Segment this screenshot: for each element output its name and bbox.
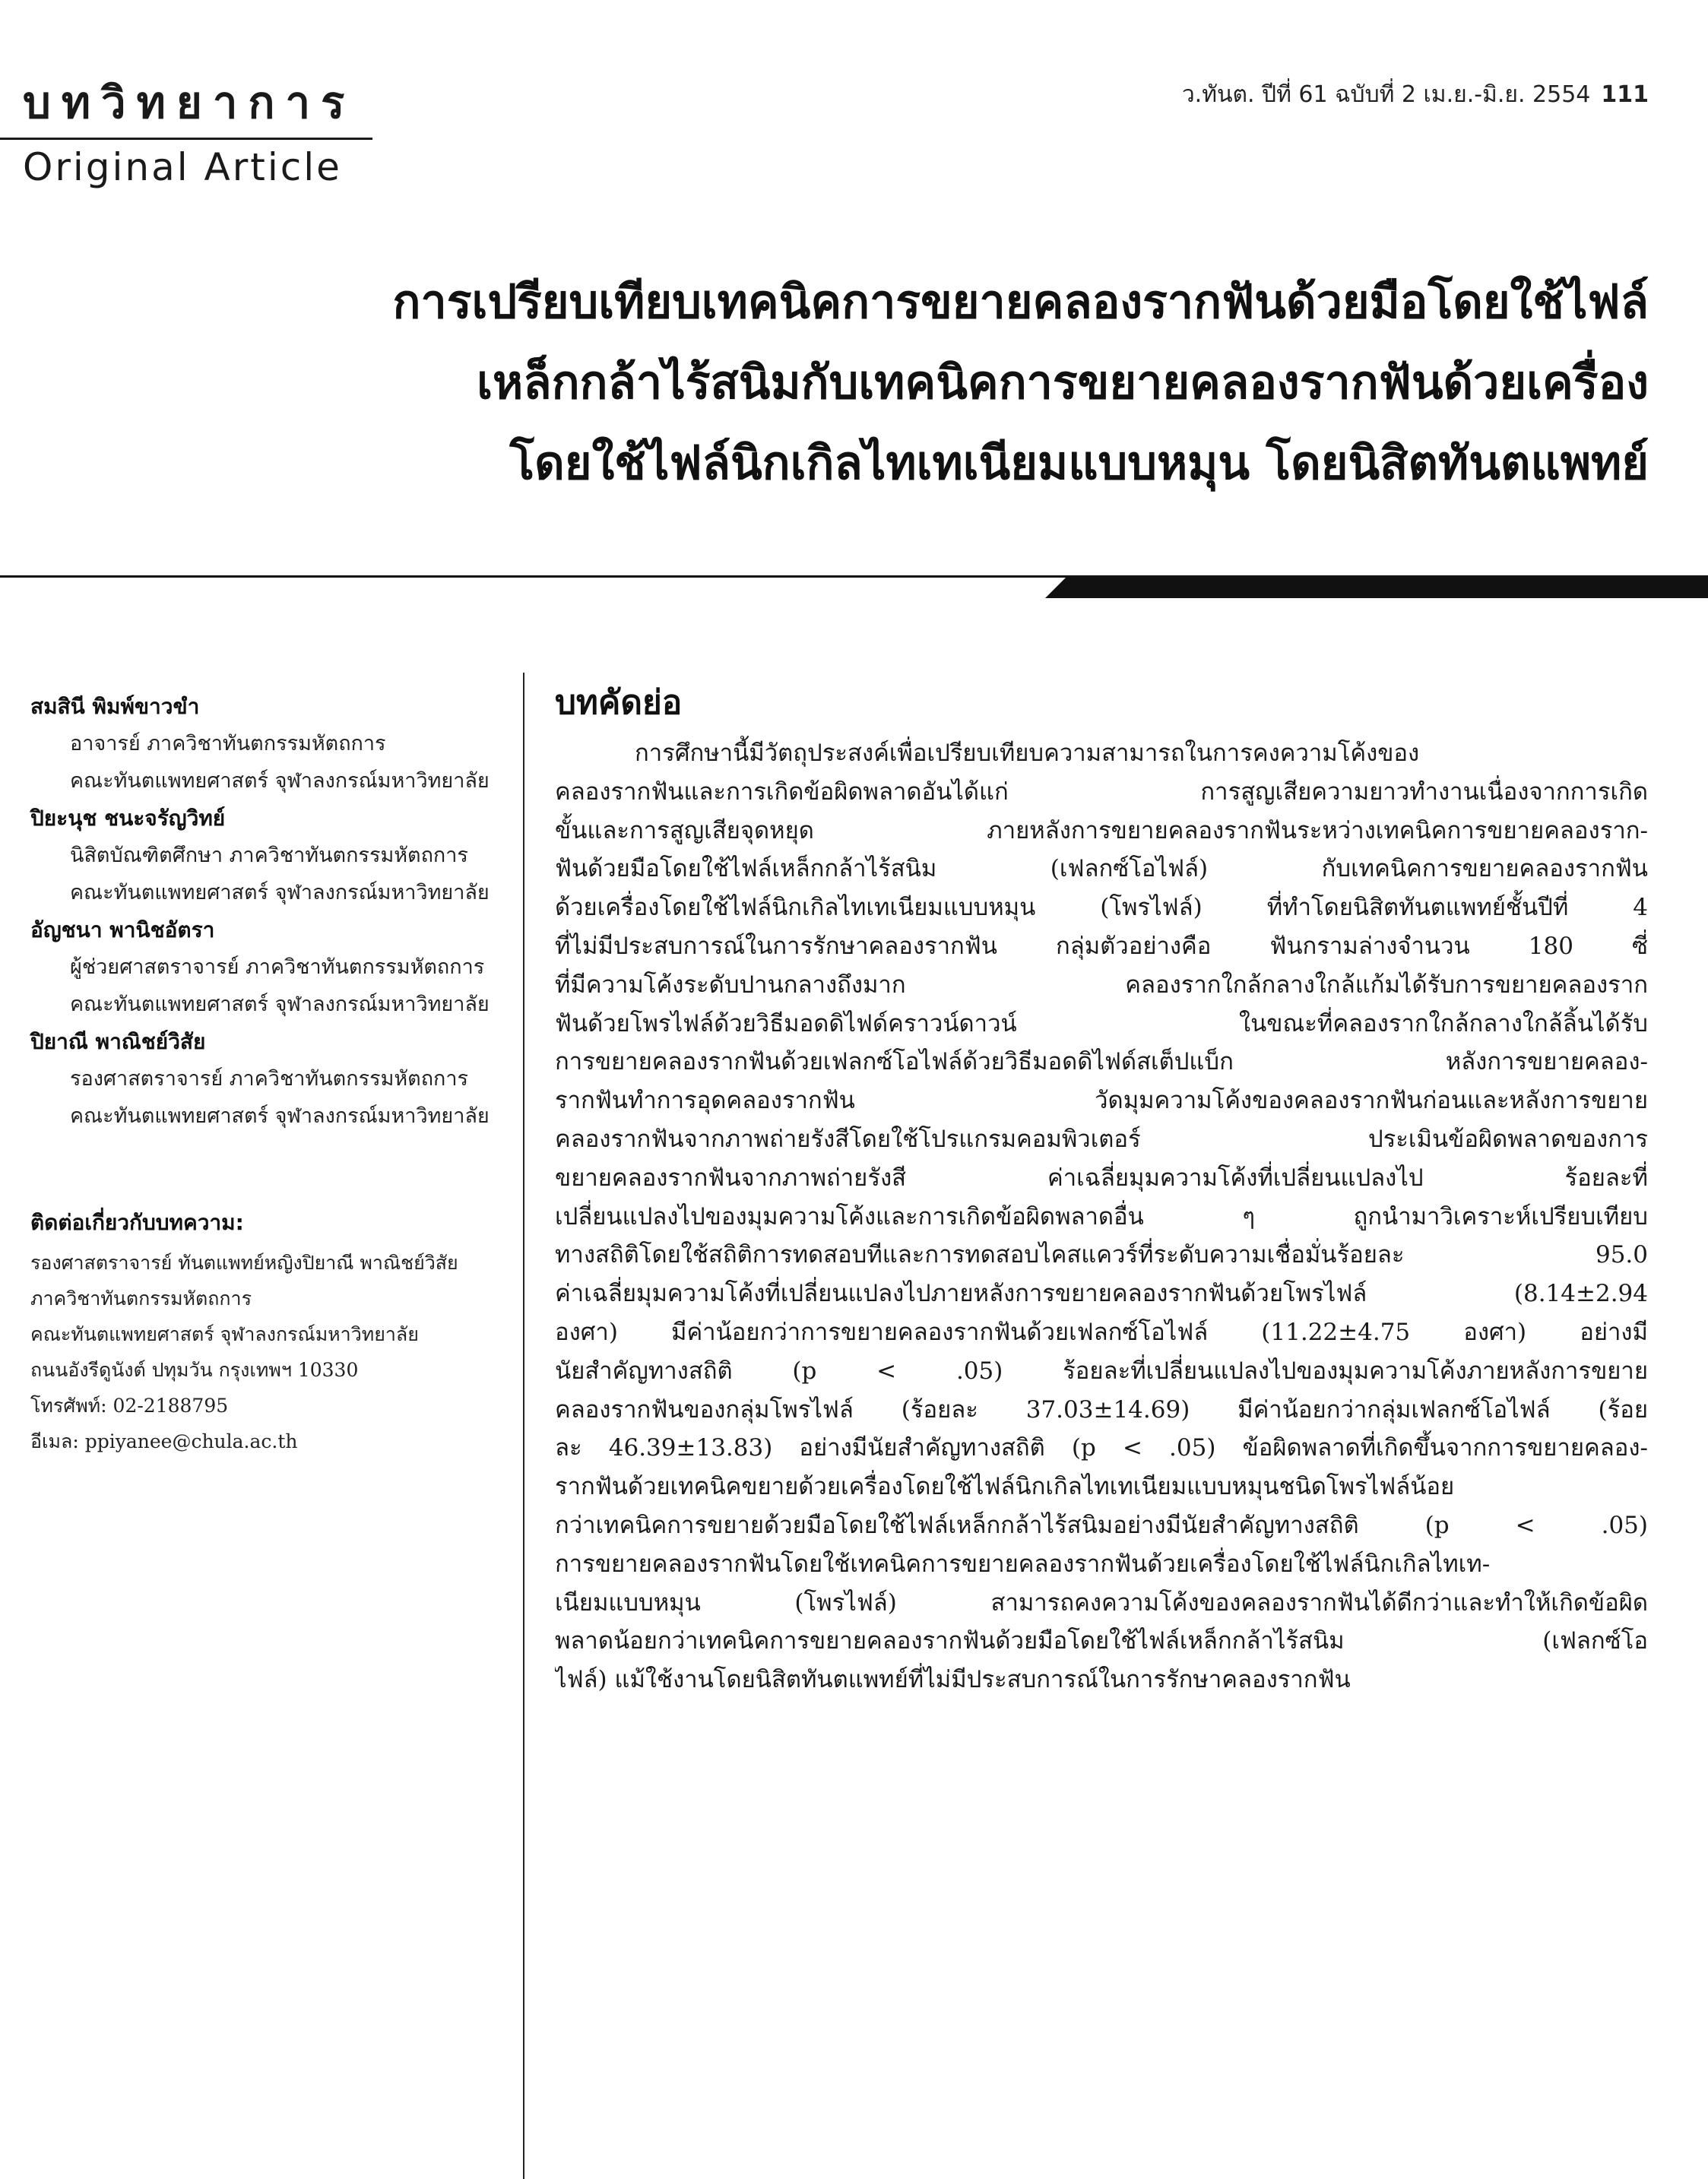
correspondence-line: รองศาสตราจารย์ ทันตแพทย์หญิงปิยาณี พาณิชย์วิสัย (30, 1252, 458, 1274)
abstract-line: ที่มีความโค้งระดับปานกลางถึงมาก คลองรากใกล้กลางใกล้แก้มได้รับการขยายคลองราก (555, 971, 1648, 999)
abstract-line: ฟันด้วยโพรไฟล์ด้วยวิธีมอดดิไฟด์คราวน์ดาวน์ ในขณะที่คลองรากใกล้กลางใกล้ลิ้นได้รับ (555, 1009, 1648, 1037)
author-entry (30, 800, 517, 911)
author-affiliation: ผู้ช่วยศาสตราจารย์ ภาควิชาทันตกรรมหัตถการ (70, 955, 485, 979)
correspondence-phone: โทรศัพท์: 02-2188795 (30, 1395, 229, 1417)
section-label-underline (0, 138, 372, 140)
author-affiliation: คณะทันตแพทยศาสตร์ จุฬาลงกรณ์มหาวิทยาลัย (70, 881, 490, 904)
abstract-line: การศึกษานี้มีวัตถุประสงค์เพื่อเปรียบเทียบความสามารถในการคงความโค้งของ (635, 740, 1420, 767)
abstract-line: การขยายคลองรากฟันด้วยเฟลกซ์โอไฟล์ด้วยวิธีมอดดิไฟด์สเต็ปแบ็ก หลังการขยายคลอง- (555, 1048, 1648, 1076)
title-line: เหล็กกล้าไร้สนิมกับเทคนิคการขยายคลองรากฟันด้วยเครื่อง (477, 356, 1649, 410)
author-entry (30, 911, 517, 1023)
abstract-line: เนียมแบบหมุน (โพรไฟล์) สามารถคงความโค้งของคลองรากฟันได้ดีกว่าและทำให้เกิดข้อผิด (555, 1588, 1648, 1617)
title-line: โดยใช้ไฟล์นิกเกิลไทเทเนียมแบบหมุน โดยนิสิตทันตแพทย์ (509, 436, 1649, 490)
correspondence-line: คณะทันตแพทยศาสตร์ จุฬาลงกรณ์มหาวิทยาลัย (30, 1323, 419, 1345)
abstract-line: ขยายคลองรากฟันจากภาพถ่ายรังสี ค่าเฉลี่ยมุมความโค้งที่เปลี่ยนแปลงไป ร้อยละที่ (555, 1164, 1648, 1192)
abstract-line: คลองรากฟันของกลุ่มโพรไฟล์ (ร้อยละ 37.03±14.69) มีค่าน้อยกว่ากลุ่มเฟลกซ์โอไฟล์ (ร้อย (555, 1395, 1648, 1424)
author-name: ปิยะนุช ชนะจรัญวิทย์ (30, 806, 226, 831)
title-divider-wedge (1045, 575, 1708, 598)
author-affiliation: คณะทันตแพทยศาสตร์ จุฬาลงกรณ์มหาวิทยาลัย (70, 769, 490, 793)
author-entry (30, 688, 517, 800)
author-affiliation: คณะทันตแพทยศาสตร์ จุฬาลงกรณ์มหาวิทยาลัย (70, 1104, 490, 1128)
abstract-line: ด้วยเครื่องโดยใช้ไฟล์นิกเกิลไทเทเนียมแบบหมุน (โพรไฟล์) ที่ทำโดยนิสิตทันตแพทย์ชั้นปีที่ 4 (555, 894, 1648, 922)
author-affiliation: รองศาสตราจารย์ ภาควิชาทันตกรรมหัตถการ (70, 1067, 469, 1091)
page-number: 111 (1601, 81, 1649, 108)
section-label-thai: บทวิทยาการ (23, 77, 356, 128)
abstract-line: รากฟันทำการอุดคลองรากฟัน วัดมุมความโค้งของคลองรากฟันก่อนและหลังการขยาย (555, 1087, 1648, 1115)
author-name: สมสินี พิมพ์ขาวขำ (30, 694, 200, 719)
abstract-line: การขยายคลองรากฟันโดยใช้เทคนิคการขยายคลองรากฟันด้วยเครื่องโดยใช้ไฟล์นิกเกิลไทเท- (555, 1550, 1491, 1578)
abstract-body (555, 734, 1648, 1699)
correspondence-block (30, 1205, 517, 1459)
author-name: ปิยาณี พาณิชย์วิสัย (30, 1029, 206, 1054)
abstract-heading: บทคัดย่อ (555, 683, 683, 722)
abstract-line: ขั้นและการสูญเสียจุดหยุด ภายหลังการขยายคลองรากฟันระหว่างเทคนิคการขยายคลองราก- (555, 816, 1648, 844)
journal-citation: ว.ทันต. ปีที่ 61 ฉบับที่ 2 เม.ย.-มิ.ย. 2554 (1181, 81, 1591, 108)
author-affiliation: คณะทันตแพทยศาสตร์ จุฬาลงกรณ์มหาวิทยาลัย (70, 993, 490, 1016)
abstract-line: ละ 46.39±13.83) อย่างมีนัยสำคัญทางสถิติ (p < .05) ข้อผิดพลาดที่เกิดขึ้นจากการขยายคลอง- (555, 1434, 1648, 1462)
column-divider (523, 673, 524, 2179)
abstract-line: องศา) มีค่าน้อยกว่าการขยายคลองรากฟันด้วยเฟลกซ์โอไฟล์ (11.22±4.75 องศา) อย่างมี (555, 1318, 1648, 1346)
section-label-english: Original Article (23, 145, 342, 189)
abstract-line: คลองรากฟันและการเกิดข้อผิดพลาดอันได้แก่ การสูญเสียความยาวทำงานเนื่องจากการเกิด (555, 778, 1648, 806)
abstract-line: ทางสถิติโดยใช้สถิติการทดสอบทีและการทดสอบไคสแควร์ที่ระดับความเชื่อมั่นร้อยละ 95.0 (555, 1241, 1648, 1269)
author-affiliation: นิสิตบัณฑิตศึกษา ภาควิชาทันตกรรมหัตถการ (70, 844, 468, 867)
abstract-line: กว่าเทคนิคการขยายด้วยมือโดยใช้ไฟล์เหล็กกล้าไร้สนิมอย่างมีนัยสำคัญทางสถิติ (p < .05) (555, 1511, 1648, 1539)
correspondence-heading: ติดต่อเกี่ยวกับบทความ: (30, 1210, 244, 1235)
author-name: อัญชนา พานิชอัตรา (30, 917, 215, 942)
abstract-line: ค่าเฉลี่ยมุมความโค้งที่เปลี่ยนแปลงไปภายหลังการขยายคลองรากฟันด้วยโพรไฟล์ (8.14±2.94 (555, 1280, 1648, 1308)
abstract-line: ที่ไม่มีประสบการณ์ในการรักษาคลองรากฟัน กลุ่มตัวอย่างคือ ฟันกรามล่างจำนวน 180 ซี่ (555, 932, 1648, 960)
abstract-line: นัยสำคัญทางสถิติ (p < .05) ร้อยละที่เปลี่ยนแปลงไปของมุมความโค้งภายหลังการขยาย (555, 1357, 1648, 1385)
abstract-line: คลองรากฟันจากภาพถ่ายรังสีโดยใช้โปรแกรมคอมพิวเตอร์ ประเมินข้อผิดพลาดของการ (555, 1125, 1648, 1153)
abstract-line: รากฟันด้วยเทคนิคขยายด้วยเครื่องโดยใช้ไฟล์นิกเกิลไทเทเนียมแบบหมุนชนิดโพรไฟล์น้อย (555, 1473, 1455, 1501)
article-title (90, 262, 1649, 504)
abstract-line: ไฟล์) แม้ใช้งานโดยนิสิตทันตแพทย์ที่ไม่มีประสบการณ์ในการรักษาคลองรากฟัน (555, 1666, 1351, 1694)
title-line: การเปรียบเทียบเทคนิคการขยายคลองรากฟันด้วยมือโดยใช้ไฟล์ (392, 275, 1649, 329)
author-entry (30, 1023, 517, 1135)
correspondence-line: ภาควิชาทันตกรรมหัตถการ (30, 1287, 252, 1310)
author-list (30, 688, 517, 1135)
author-affiliation: อาจารย์ ภาควิชาทันตกรรมหัตถการ (70, 732, 386, 755)
abstract-line: พลาดน้อยกว่าเทคนิคการขยายคลองรากฟันด้วยมือโดยใช้ไฟล์เหล็กกล้าไร้สนิม (เฟลกซ์โอ (555, 1627, 1648, 1655)
correspondence-email: อีเมล: ppiyanee@chula.ac.th (30, 1430, 298, 1452)
abstract-line: ฟันด้วยมือโดยใช้ไฟล์เหล็กกล้าไร้สนิม (เฟลกซ์โอไฟล์) กับเทคนิคการขยายคลองรากฟัน (555, 855, 1648, 883)
journal-reference (1182, 80, 1649, 110)
abstract-line: เปลี่ยนแปลงไปของมุมความโค้งและการเกิดข้อผิดพลาดอื่น ๆ ถูกนำมาวิเคราะห์เปรียบเทียบ (555, 1202, 1648, 1230)
correspondence-line: ถนนอังรีดูนังต์ ปทุมวัน กรุงเทพฯ 10330 (30, 1359, 359, 1381)
